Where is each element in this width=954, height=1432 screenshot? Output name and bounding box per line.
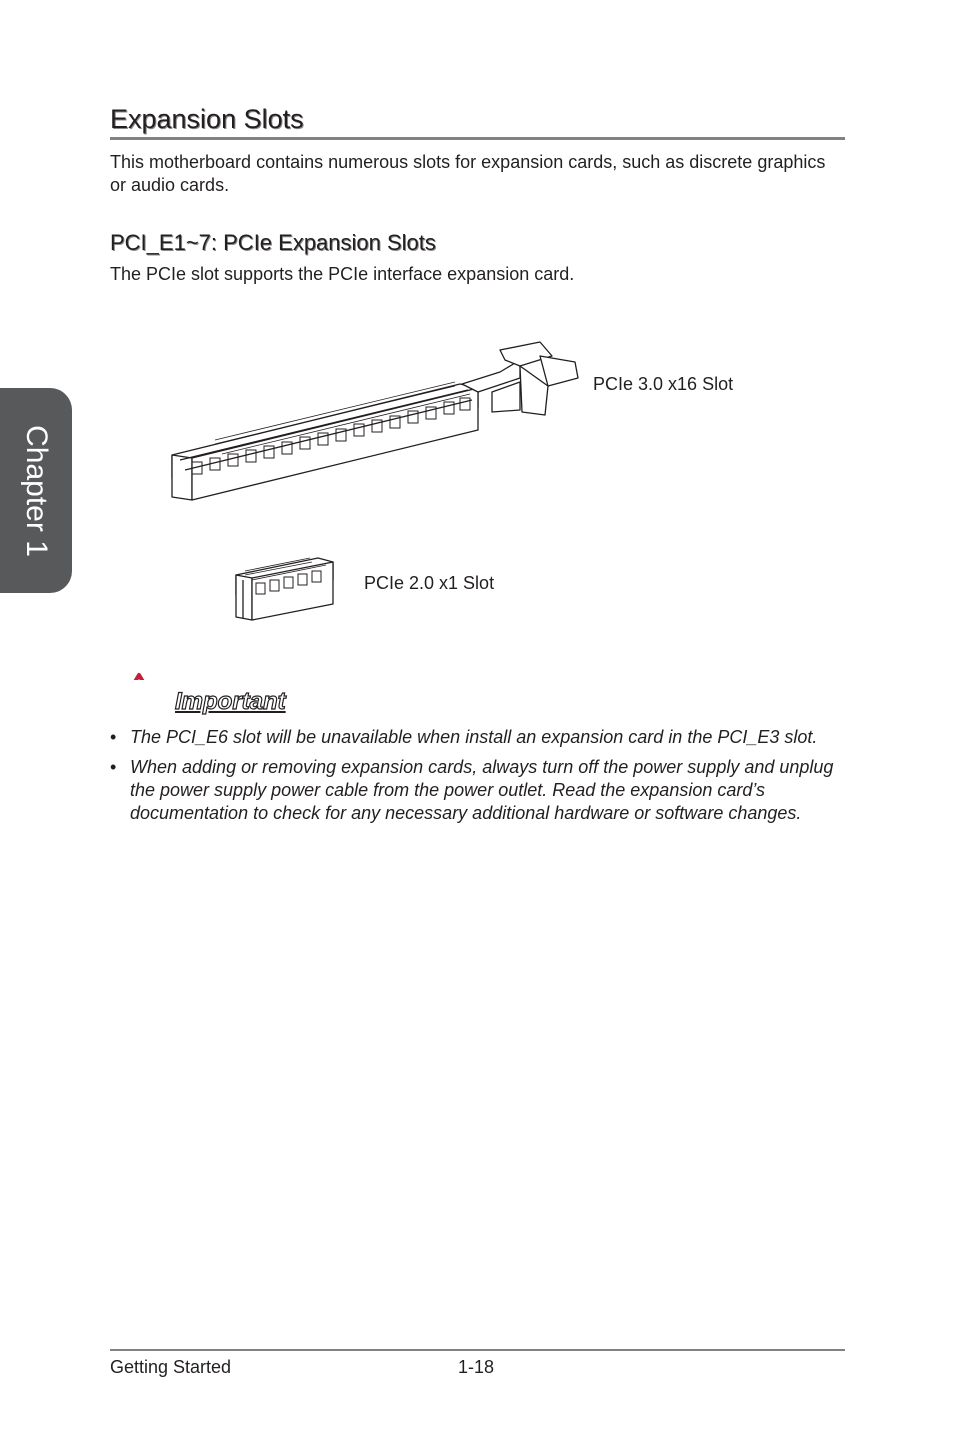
section-title: Expansion Slots <box>110 104 304 134</box>
chapter-tab-label: Chapter 1 <box>20 424 53 557</box>
list-item-text: When adding or removing expansion cards, always turn off the power supply and unplug the power supply power cable from the power outlet. Read the expansion card’s documentation to check for any necessary additional hardware or software changes. <box>130 757 834 823</box>
list-item <box>110 726 840 749</box>
bullet-glyph: • <box>110 727 117 747</box>
x1-slot-label: PCIe 2.0 x1 Slot <box>364 573 495 593</box>
x16-slot-label: PCIe 3.0 x16 Slot <box>593 374 734 394</box>
section-intro: This motherboard contains numerous slots for expansion cards, such as discrete graphics or audio cards. <box>110 152 826 195</box>
important-title: Important <box>175 688 286 715</box>
list-item <box>110 756 840 825</box>
important-list <box>110 726 840 832</box>
subsection-description: The PCIe slot supports the PCIe interface expansion card. <box>110 264 575 284</box>
subsection-title: PCI_E1~7: PCIe Expansion Slots <box>110 230 436 255</box>
warning-triangle-icon <box>111 675 167 680</box>
bullet-glyph: • <box>110 757 117 777</box>
footer-rule <box>110 1349 845 1351</box>
footer-section: Getting Started <box>110 1357 232 1377</box>
list-item-text: The PCI_E6 slot will be unavailable when install an expansion card in the PCI_E3 slot. <box>130 727 818 747</box>
pcie-x1-slot-illustration <box>236 558 333 620</box>
page-number: 1-18 <box>458 1357 495 1377</box>
pcie-x16-slot-illustration <box>172 342 578 500</box>
